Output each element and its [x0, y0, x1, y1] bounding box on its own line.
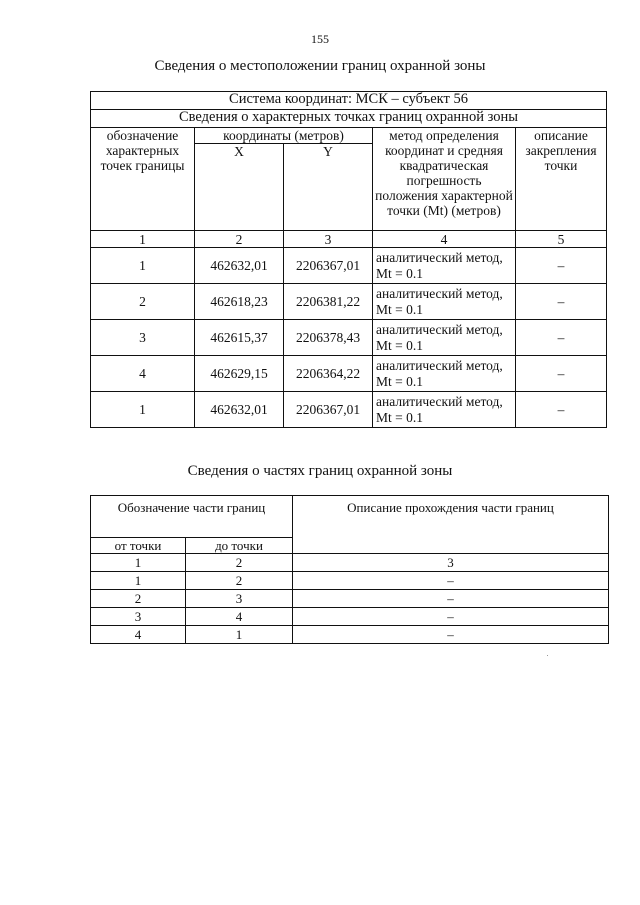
y-cell: 2206364,22	[284, 356, 373, 392]
x-cell: 462618,23	[195, 284, 284, 320]
page-number: 155	[311, 32, 329, 46]
y-cell: 2206367,01	[284, 248, 373, 284]
column-number: 2	[195, 231, 284, 248]
x-cell: 462615,37	[195, 320, 284, 356]
method-cell: аналитический метод, Mt = 0.1	[373, 320, 516, 356]
from-cell: 1	[91, 554, 186, 572]
header-method: метод определения координат и средняя квадратическая погрешность положения характерной точки (Mt) (метров)	[373, 128, 516, 231]
header-part-designation: Обозначение части границ	[91, 496, 293, 538]
coordinate-system-cell: Система координат: МСК – субъект 56	[91, 92, 607, 110]
description-cell: –	[516, 356, 607, 392]
from-cell: 1	[91, 572, 186, 590]
part-description-cell: –	[293, 590, 609, 608]
x-cell: 462629,15	[195, 356, 284, 392]
column-number: 3	[284, 231, 373, 248]
column-number: 4	[373, 231, 516, 248]
point-cell: 4	[91, 356, 195, 392]
part-description-cell: –	[293, 608, 609, 626]
coordinates-table	[90, 91, 607, 428]
column-number: 5	[516, 231, 607, 248]
boundary-parts-table	[90, 495, 609, 644]
header-designation: обозначение характерных точек границы	[91, 128, 195, 231]
point-cell: 1	[91, 248, 195, 284]
description-cell: –	[516, 248, 607, 284]
location-title: Сведения о местоположении границ охранной зоны	[154, 58, 486, 74]
method-cell: аналитический метод, Mt = 0.1	[373, 248, 516, 284]
header-from-point: от точки	[91, 538, 186, 554]
from-cell: 4	[91, 626, 186, 644]
characteristic-points-subtitle: Сведения о характерных точках границ охранной зоны	[91, 110, 607, 128]
header-y: Y	[284, 144, 373, 231]
header-x: X	[195, 144, 284, 231]
y-cell: 2206367,01	[284, 392, 373, 428]
method-cell: аналитический метод, Mt = 0.1	[373, 392, 516, 428]
method-cell: аналитический метод, Mt = 0.1	[373, 284, 516, 320]
to-cell: 3	[186, 590, 293, 608]
point-cell: 3	[91, 320, 195, 356]
header-part-description: Описание прохождения части границ	[293, 496, 609, 554]
point-cell: 2	[91, 284, 195, 320]
y-cell: 2206381,22	[284, 284, 373, 320]
table-row	[91, 554, 609, 572]
part-description-cell: –	[293, 572, 609, 590]
table-row	[91, 320, 607, 356]
point-cell: 1	[91, 392, 195, 428]
scan-speck	[547, 655, 548, 656]
x-cell: 462632,01	[195, 248, 284, 284]
part-description-cell: 3	[293, 554, 609, 572]
table-row	[91, 608, 609, 626]
from-cell: 3	[91, 608, 186, 626]
table-row	[91, 356, 607, 392]
table-row	[91, 284, 607, 320]
table-row	[91, 626, 609, 644]
x-cell: 462632,01	[195, 392, 284, 428]
table-row	[91, 248, 607, 284]
to-cell: 1	[186, 626, 293, 644]
table-row	[91, 572, 609, 590]
header-to-point: до точки	[186, 538, 293, 554]
y-cell: 2206378,43	[284, 320, 373, 356]
to-cell: 2	[186, 554, 293, 572]
column-number: 1	[91, 231, 195, 248]
table-row	[91, 392, 607, 428]
parts-title: Сведения о частях границ охранной зоны	[187, 463, 453, 479]
from-cell: 2	[91, 590, 186, 608]
to-cell: 4	[186, 608, 293, 626]
description-cell: –	[516, 320, 607, 356]
header-description: описание закрепления точки	[516, 128, 607, 231]
table-row	[91, 590, 609, 608]
description-cell: –	[516, 392, 607, 428]
description-cell: –	[516, 284, 607, 320]
method-cell: аналитический метод, Mt = 0.1	[373, 356, 516, 392]
part-description-cell: –	[293, 626, 609, 644]
header-coordinates: координаты (метров)	[195, 128, 373, 144]
to-cell: 2	[186, 572, 293, 590]
